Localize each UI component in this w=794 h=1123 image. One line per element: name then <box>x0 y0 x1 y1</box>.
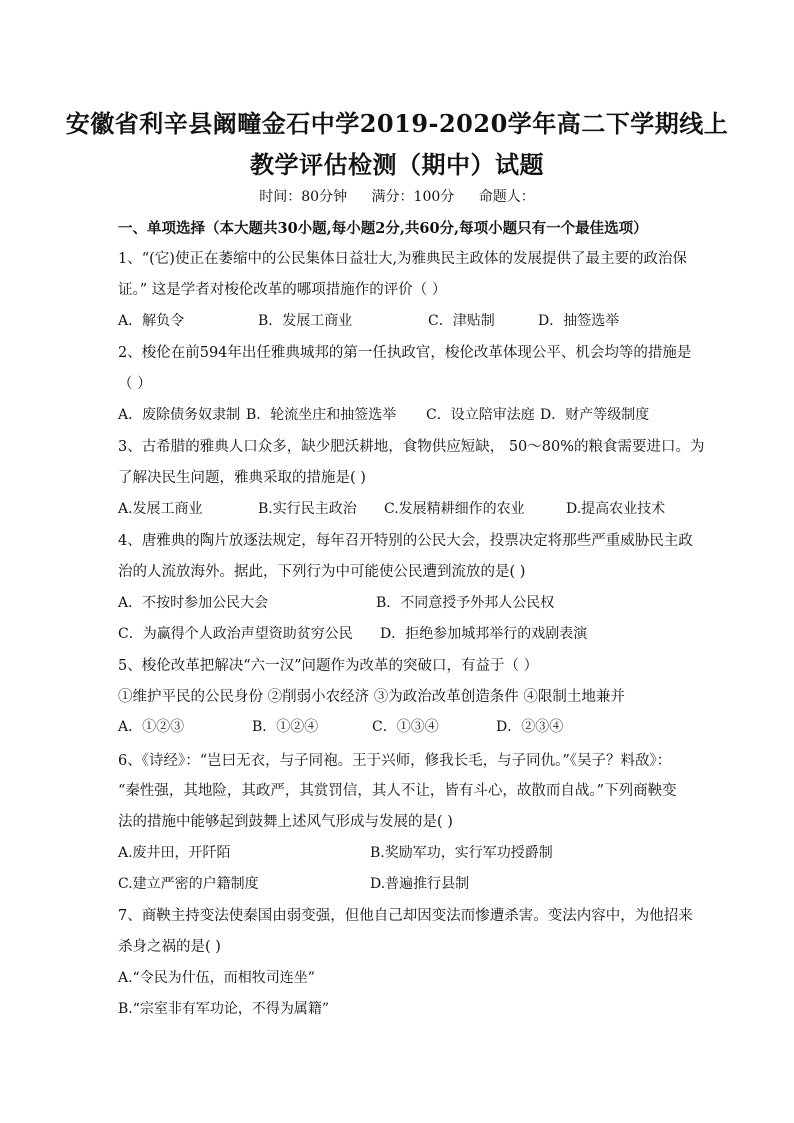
question-1-option-b: B．发展工商业 <box>258 313 353 329</box>
question-1-line-1: 1、“(它)使正在萎缩中的公民集体日益壮大,为雅典民主政体的发展提供了最主要的政治保 <box>118 251 688 267</box>
question-3-option-b: B.实行民主政治 <box>258 501 357 517</box>
question-7-line-2: 杀身之祸的是( ) <box>118 939 221 955</box>
question-5-line-1: 5、梭伦改革把解决“六一汉”问题作为改革的突破口，有益于（ ） <box>118 658 539 674</box>
question-2-line-2: （ ） <box>118 376 152 392</box>
question-5-option-b: B．①②④ <box>252 719 319 735</box>
exam-author: 命题人： <box>478 189 535 205</box>
question-1-line-2: 证。” 这是学者对梭伦改革的哪项措施作的评价（ ） <box>118 282 447 298</box>
question-4-line-2: 治的人流放海外。据此，下列行为中可能使公民遭到流放的是( ) <box>118 564 526 580</box>
question-2-option-c: C．设立陪审法庭 <box>426 407 535 423</box>
question-1-option-a: A．解负令 <box>118 313 185 329</box>
question-2-option-d: D．财产等级制度 <box>540 407 650 423</box>
question-4-option-b: B．不同意授予外邦人公民权 <box>376 595 555 611</box>
question-3-option-d: D.提高农业技术 <box>566 501 666 517</box>
question-2-line-1: 2、梭伦在前594年出任雅典城邦的第一任执政官，梭伦改革体现公平、机会均等的措施是 <box>118 345 692 361</box>
question-5-option-a: A．①②③ <box>118 719 185 735</box>
question-3-option-a: A.发展工商业 <box>118 501 203 517</box>
question-2-option-b: B．轮流坐庄和抽签选举 <box>246 407 397 423</box>
question-7-line-1: 7、商鞅主持变法使秦国由弱变强，但他自己却因变法而惨遭杀害。变法内容中，为他招来 <box>118 908 693 924</box>
question-3-line-2: 了解决民生问题，雅典采取的措施是( ) <box>118 470 366 486</box>
question-1-option-c: C．津贴制 <box>428 313 495 329</box>
question-4-option-a: A．不按时参加公民大会 <box>118 595 269 611</box>
question-6-line-2: “秦性强，其地险，其政严，其赏罚信，其人不让，皆有斗心，故散而自战。”下列商鞅变 <box>118 783 677 799</box>
exam-score: 满分：100分 <box>371 189 455 205</box>
exam-time: 时间：80分钟 <box>259 189 348 205</box>
question-3-line-1: 3、古希腊的雅典人口众多，缺少肥沃耕地，食物供应短缺， 50～80%的粮食需要进口。为 <box>118 439 705 455</box>
question-4-option-d: D．拒绝参加城邦举行的戏剧表演 <box>380 626 588 642</box>
question-5-option-d: D．②③④ <box>496 719 564 735</box>
question-5-option-c: C．①③④ <box>372 719 439 735</box>
question-3-option-c: C.发展精耕细作的农业 <box>384 501 525 517</box>
question-7-option-a: A.“令民为什伍，而相牧司连坐” <box>118 970 315 986</box>
exam-title-line1: 安徽省利辛县阚疃金石中学2019-2020学年高二下学期线上 <box>65 109 729 138</box>
question-6-option-b: B.奖励军功，实行军功授爵制 <box>370 845 553 861</box>
question-4-option-c: C．为赢得个人政治声望资助贫穷公民 <box>118 626 353 642</box>
question-6-line-3: 法的措施中能够起到鼓舞上述风气形成与发展的是( ) <box>118 814 453 830</box>
question-6-option-c: C.建立严密的户籍制度 <box>118 876 259 892</box>
question-6-line-1: 6、《诗经》：“岂曰无衣，与子同袍。王于兴师，修我长毛，与子同仇。”《吴子？料敌》： <box>118 753 672 769</box>
question-6-option-d: D.普遍推行县制 <box>370 876 470 892</box>
section-heading: 一、单项选择（本大题共30小题,每小题2分,共60分,每项小题只有一个最佳选项） <box>118 220 648 237</box>
question-1-option-d: D．抽签选举 <box>538 313 620 329</box>
question-5-line-2: ①维护平民的公民身份 ②削弱小农经济 ③为政治改革创造条件 ④限制土地兼并 <box>118 689 625 705</box>
exam-title-line2: 教学评估检测（期中）试题 <box>250 150 544 179</box>
question-4-line-1: 4、唐雅典的陶片放逐法规定，每年召开特别的公民大会，投票决定将那些严重威胁民主政 <box>118 533 693 549</box>
exam-meta <box>0 186 794 206</box>
question-7-option-b: B.“宗室非有军功论，不得为属籍” <box>118 1001 330 1017</box>
question-6-option-a: A.废井田，开阡陌 <box>118 845 231 861</box>
question-2-option-a: A．废除债务奴隶制 <box>118 407 241 423</box>
